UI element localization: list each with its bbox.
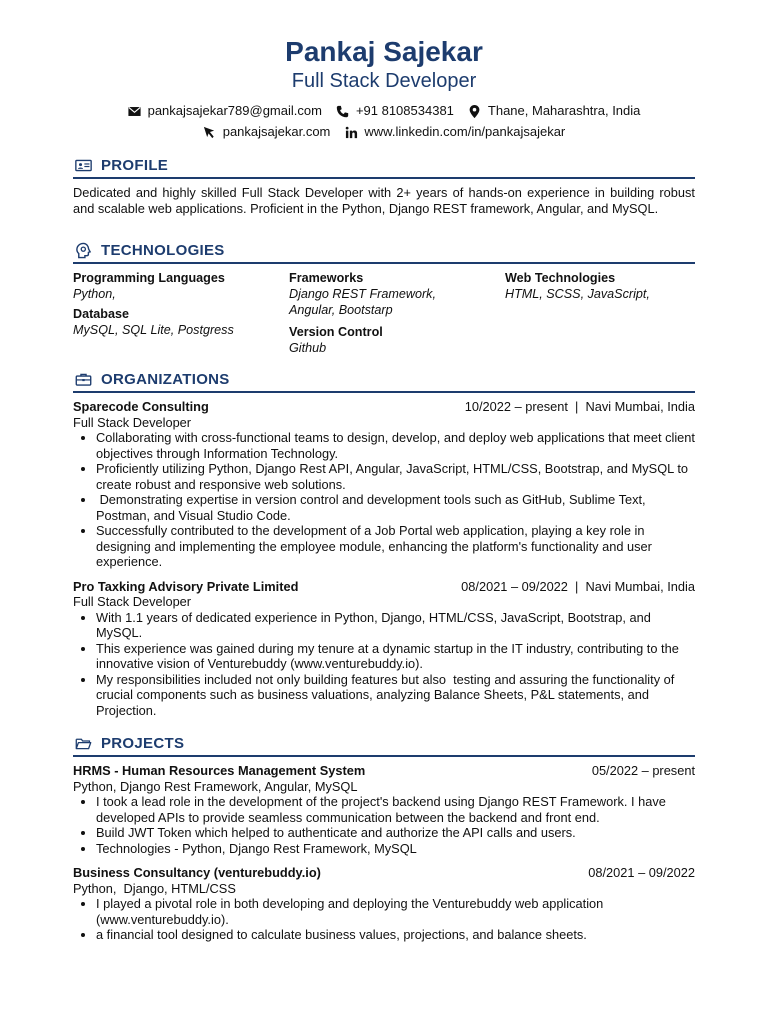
organizations-section bbox=[73, 370, 695, 718]
tech-group-value: MySQL, SQL Lite, Postgress bbox=[73, 323, 234, 337]
project-date: 08/2021 – 09/2022 bbox=[588, 865, 695, 880]
contact-phone[interactable] bbox=[336, 101, 454, 121]
cursor-icon bbox=[203, 125, 217, 139]
tech-group-title: Frameworks bbox=[289, 271, 364, 285]
list-item: • Build JWT Token which helped to authenticate and authorize the API calls and users. bbox=[96, 825, 695, 841]
list-item: • I took a lead role in the development of the project's backend using Django REST Framework. I have developed APIs to provide seamless communication between the backend and front end. bbox=[96, 794, 695, 825]
organization-entry bbox=[73, 579, 695, 719]
folder-icon bbox=[73, 734, 93, 752]
organizations-heading-text: ORGANIZATIONS bbox=[101, 370, 230, 388]
project-bullets bbox=[73, 896, 695, 943]
tech-group-title: Database bbox=[73, 307, 130, 321]
tech-group-value: HTML, SCSS, JavaScript, bbox=[505, 287, 650, 301]
organizations-heading bbox=[73, 370, 695, 393]
projects-section bbox=[73, 734, 695, 943]
email-text: pankajsajekar789@gmail.com bbox=[147, 103, 322, 118]
project-bullets bbox=[73, 794, 695, 856]
briefcase-icon bbox=[73, 370, 93, 388]
envelope-icon bbox=[128, 104, 142, 118]
list-item: • Technologies - Python, Django Rest Framework, MySQL bbox=[96, 841, 695, 857]
list-item: • Collaborating with cross-functional teams to design, develop, and deploy web applications that meet client objectives through Information Technology. bbox=[96, 430, 695, 461]
organization-role: Full Stack Developer bbox=[73, 594, 192, 609]
organization-entry bbox=[73, 399, 695, 570]
tech-group-title: Programming Languages bbox=[73, 271, 225, 285]
contact-linkedin[interactable] bbox=[344, 122, 565, 142]
profile-heading bbox=[73, 156, 695, 179]
project-entry bbox=[73, 763, 695, 856]
technologies-heading bbox=[73, 241, 695, 264]
entry-header bbox=[73, 763, 695, 779]
list-item: • Demonstrating expertise in version control and development tools such as GitHub, Sublime Text, Postman, and Visual Studio Code. bbox=[96, 492, 695, 523]
tech-group-value: Django REST Framework, Angular, Bootstarp bbox=[289, 287, 436, 317]
organization-date: 08/2021 – 09/2022 | Navi Mumbai, India bbox=[461, 578, 695, 594]
entry-header bbox=[73, 579, 695, 595]
organization-name: Pro Taxking Advisory Private Limited bbox=[73, 578, 299, 594]
list-item: • With 1.1 years of dedicated experience in Python, Django, HTML/CSS, JavaScript, Bootstrap, and MySQL. bbox=[96, 610, 695, 641]
entry-header bbox=[73, 865, 695, 881]
phone-icon bbox=[336, 104, 350, 118]
tech-group-value: Python, bbox=[73, 287, 116, 301]
contact-row-2 bbox=[73, 122, 695, 142]
entry-header bbox=[73, 399, 695, 415]
contact-email[interactable] bbox=[128, 101, 322, 121]
head-gear-icon bbox=[73, 241, 93, 259]
list-item: • This experience was gained during my tenure at a dynamic startup in the IT industry, contributing to the innovative vision of Venturebuddy (www.venturebuddy.io). bbox=[96, 641, 695, 672]
profile-heading-text: PROFILE bbox=[101, 156, 169, 174]
id-card-icon bbox=[73, 156, 93, 174]
technologies-section bbox=[73, 241, 695, 356]
list-item: • a financial tool designed to calculate business values, projections, and balance sheets. bbox=[96, 927, 695, 943]
contact-row-1 bbox=[73, 101, 695, 121]
project-stack: Python, Django, HTML/CSS bbox=[73, 880, 236, 896]
tech-group-title: Web Technologies bbox=[505, 271, 616, 285]
list-item: • My responsibilities included not only building features but also testing and assuring the functionality of crucial components such as business valuations, analyzing Balance Sheets, P&L statements, and Projection. bbox=[96, 672, 695, 719]
technologies-grid bbox=[73, 270, 695, 356]
profile-summary: Dedicated and highly skilled Full Stack Developer with 2+ years of hands-on experience in building robust and scalable web applications. Proficient in the Python, Django REST framework, Angular, and MySQL. bbox=[73, 185, 695, 216]
organization-bullets bbox=[73, 430, 695, 570]
project-stack: Python, Django Rest Framework, Angular, MySQL bbox=[73, 778, 358, 794]
tech-group-value: Github bbox=[289, 341, 327, 355]
contact-website[interactable] bbox=[203, 122, 331, 142]
organization-name: Sparecode Consulting bbox=[73, 399, 209, 414]
tech-group bbox=[289, 324, 505, 356]
project-name: Business Consultancy (venturebuddy.io) bbox=[73, 865, 321, 880]
candidate-name: Pankaj Sajekar bbox=[285, 36, 483, 67]
tech-group-title: Version Control bbox=[289, 325, 383, 339]
list-item: • I played a pivotal role in both developing and deploying the Venturebuddy web application (www.venturebuddy.io). bbox=[96, 896, 695, 927]
tech-group bbox=[505, 270, 695, 318]
profile-section bbox=[73, 156, 695, 217]
projects-heading bbox=[73, 734, 695, 757]
map-pin-icon bbox=[468, 104, 482, 118]
tech-group bbox=[289, 270, 505, 318]
website-text: pankajsajekar.com bbox=[222, 124, 331, 139]
list-item: • Successfully contributed to the development of a Job Portal web application, playing a key role in designing and implementing the employee module, enhancing the platform's functionality and user experience. bbox=[96, 523, 695, 570]
linkedin-icon bbox=[344, 125, 358, 139]
project-entry bbox=[73, 865, 695, 943]
location-text: Thane, Maharashtra, India bbox=[487, 103, 641, 118]
organization-date: 10/2022 – present | Navi Mumbai, India bbox=[464, 399, 695, 414]
technologies-heading-text: TECHNOLOGIES bbox=[101, 241, 225, 259]
organization-role: Full Stack Developer bbox=[73, 414, 192, 430]
project-name: HRMS - Human Resources Management System bbox=[73, 763, 366, 778]
contact-location bbox=[468, 101, 640, 121]
projects-heading-text: PROJECTS bbox=[101, 734, 185, 752]
organization-bullets bbox=[73, 610, 695, 719]
project-date: 05/2022 – present bbox=[591, 763, 695, 778]
candidate-title: Full Stack Developer bbox=[291, 70, 477, 92]
list-item: • Proficiently utilizing Python, Django Rest API, Angular, JavaScript, HTML/CSS, Bootstrap, and MySQL to create robust and responsive web solutions. bbox=[96, 461, 695, 492]
phone-text: +91 8108534381 bbox=[355, 103, 454, 118]
tech-group bbox=[73, 306, 289, 356]
linkedin-text: www.linkedin.com/in/pankajsajekar bbox=[364, 124, 566, 139]
